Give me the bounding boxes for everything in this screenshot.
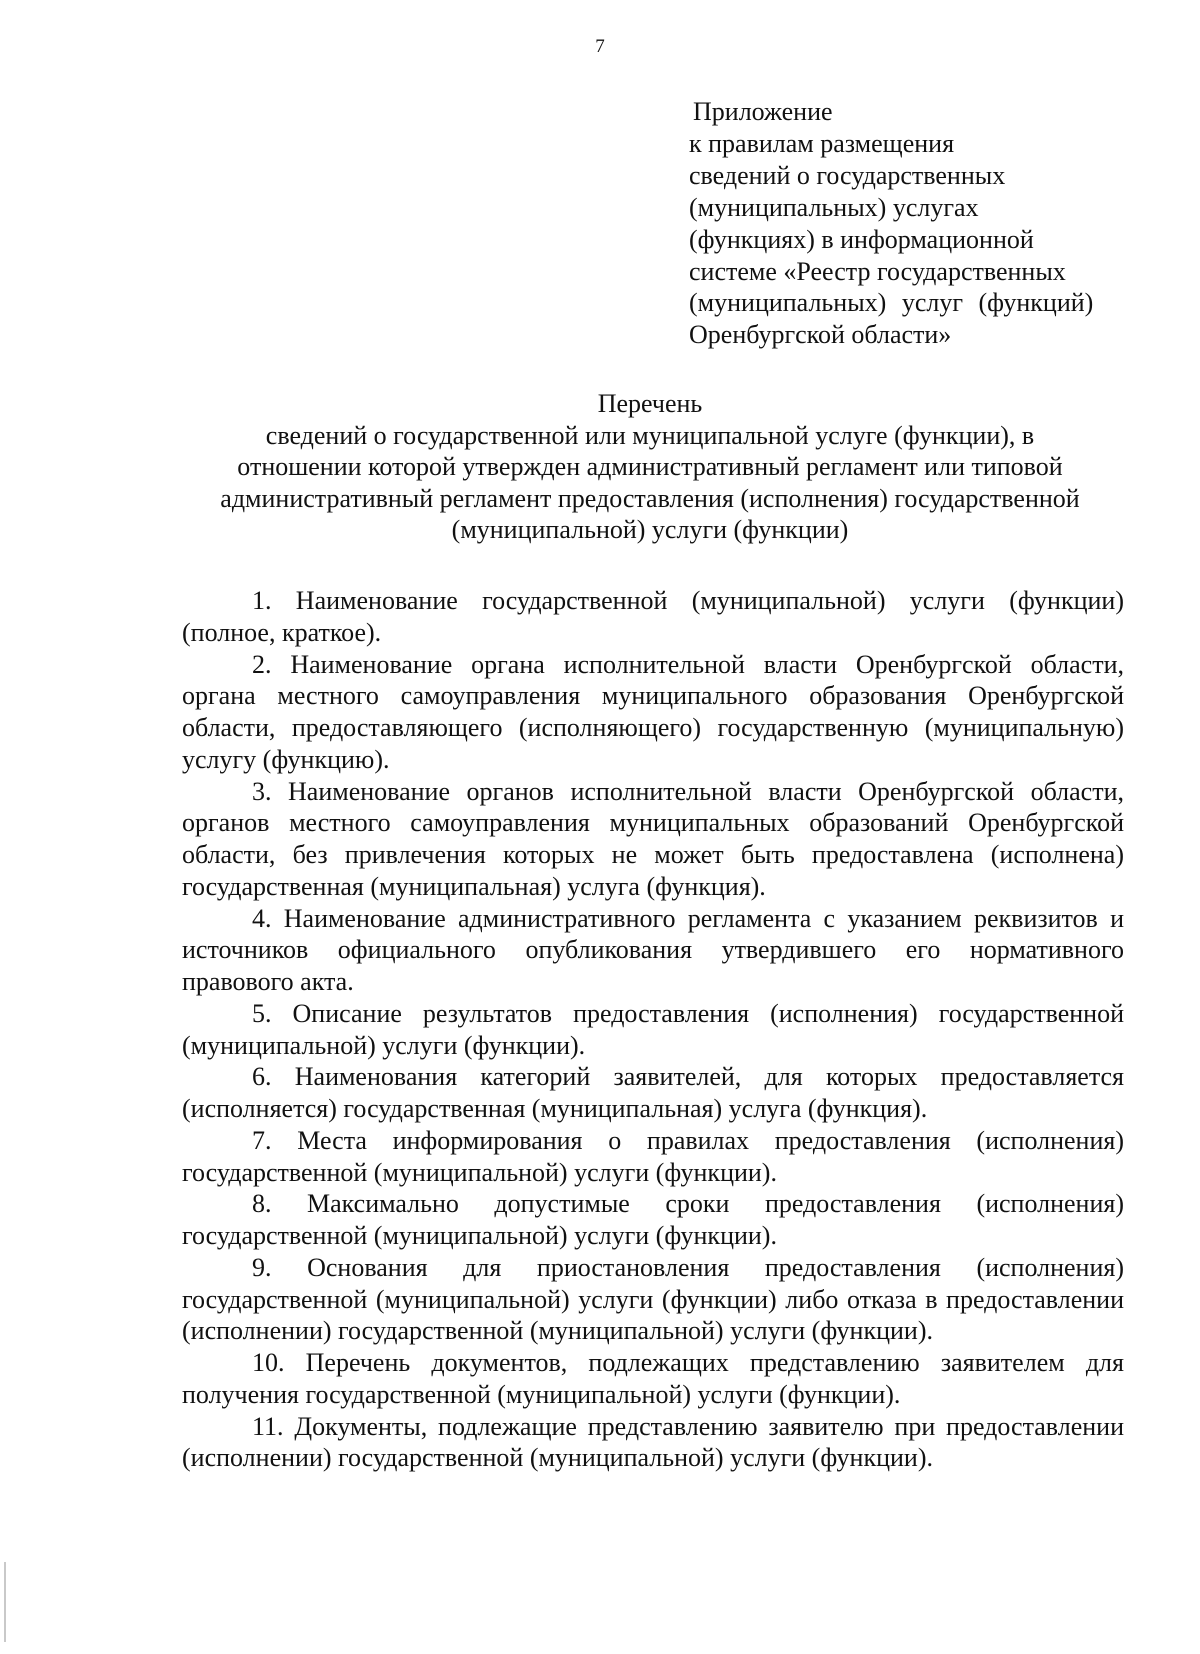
list-item: 10. Перечень документов, подлежащих представлению заявителем для получения государственной (муниципальной) услуги (функции). — [182, 1348, 1124, 1409]
document-subtitle — [150, 420, 1150, 545]
appendix-line: Приложение — [693, 97, 833, 126]
list-item: 11. Документы, подлежащие представлению заявителю при предоставлении (исполнении) государственной (муниципальной) услуги (функции). — [182, 1411, 1124, 1473]
appendix-line: Оренбургской области» — [689, 320, 952, 350]
page-number: 7 — [595, 36, 605, 57]
subtitle-line: сведений о государственной или муниципальной услуге (функции), в — [265, 421, 1035, 450]
list-item: 2. Наименование органа исполнительной власти Оренбургской области, органа местного самоуправления муниципального образования Оренбургской области, предоставляющего (исполняющего) государственную (муниципальную) услугу (функцию). — [182, 649, 1124, 774]
subtitle-line: отношении которой утвержден административный регламент или типовой — [237, 452, 1063, 482]
appendix-line: (муниципальных) услуг (функций) — [689, 288, 1094, 318]
scan-margin-mark — [4, 1562, 6, 1642]
appendix-line: системе «Реестр государственных — [689, 256, 1066, 286]
item-list — [182, 585, 1124, 1474]
list-item: 9. Основания для приостановления предоставления (исполнения) государственной (муниципальной) услуги (функции) либо отказа в предоставлении (исполнении) государственной (муниципальной) услуги (функции). — [182, 1252, 1124, 1346]
subtitle-line: (муниципальной) услуги (функции) — [451, 514, 849, 544]
list-item: 5. Описание результатов предоставления (исполнения) государственной (муниципальной) услуги (функции). — [182, 998, 1124, 1060]
appendix-line: сведений о государственных — [689, 160, 1006, 190]
list-item: 1. Наименование государственной (муниципальной) услуги (функции) (полное, краткое). — [182, 586, 1124, 647]
list-item: 4. Наименование административного регламента с указанием реквизитов и источников официального опубликования утвердившего его нормативного правового акта. — [182, 903, 1124, 996]
list-item: 8. Максимально допустимые сроки предоставления (исполнения) государственной (муниципальной) услуги (функции). — [182, 1189, 1124, 1250]
document-title: Перечень — [597, 389, 703, 418]
list-item: 6. Наименования категорий заявителей, для которых предоставляется (исполняется) государственная (муниципальная) услуга (функция). — [182, 1062, 1124, 1123]
appendix-header — [689, 96, 1159, 351]
appendix-line: (функциях) в информационной — [689, 224, 1034, 254]
list-item: 3. Наименование органов исполнительной власти Оренбургской области, органов местного самоуправления муниципальных образований Оренбургской области, без привлечения которых не может быть предоставлена (исполнена) государственная (муниципальная) услуга (функция). — [182, 776, 1124, 901]
appendix-line: к правилам размещения — [689, 128, 955, 158]
appendix-line: (муниципальных) услугах — [689, 192, 979, 222]
subtitle-line: административный регламент предоставления (исполнения) государственной — [220, 483, 1080, 513]
list-item: 7. Места информирования о правилах предоставления (исполнения) государственной (муниципальной) услуги (функции). — [182, 1125, 1124, 1187]
